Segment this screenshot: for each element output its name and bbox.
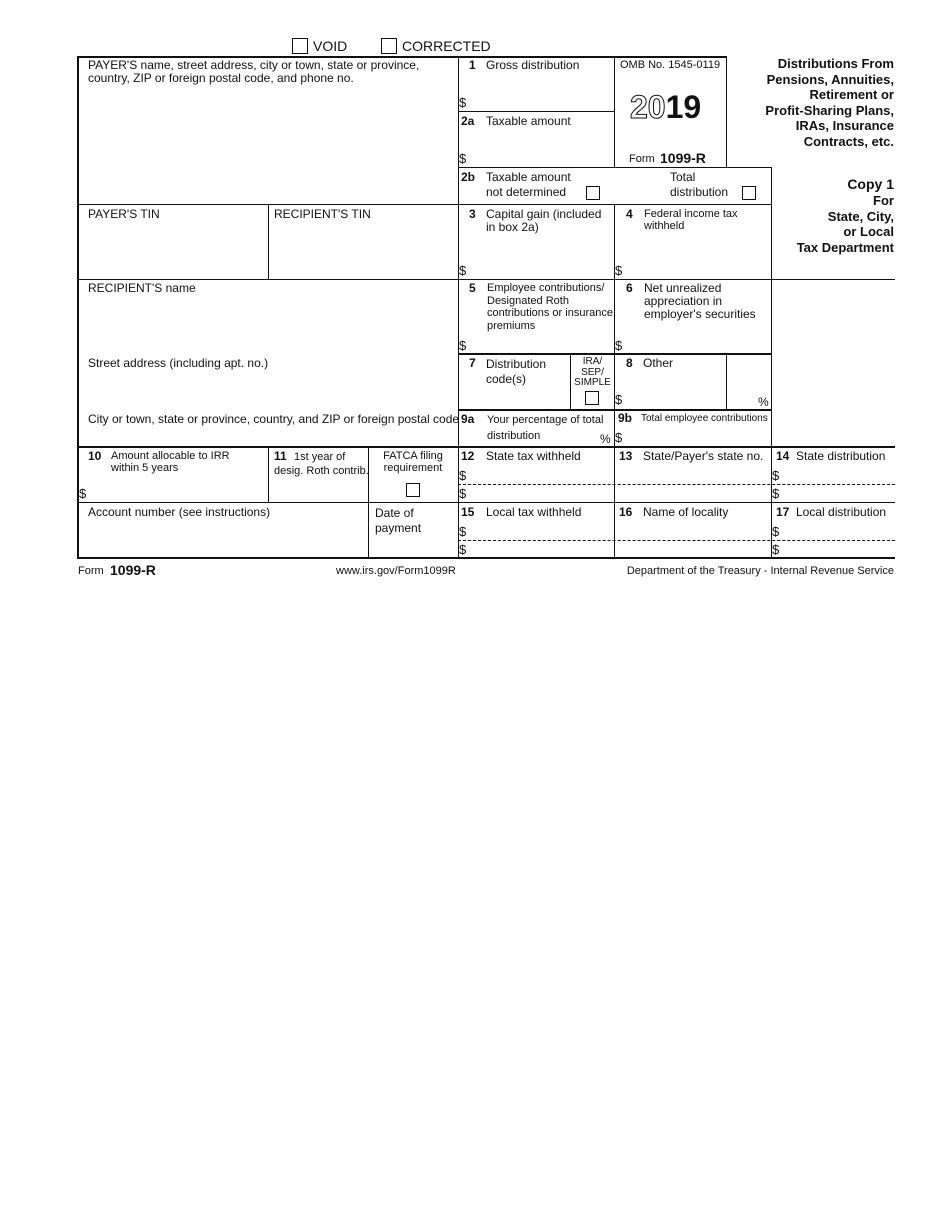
payer-name-label: PAYER'S name, street address, city or town, state or province, country, ZIP or foreign postal code, and phone no.	[88, 58, 420, 85]
federal-tax-withheld-field[interactable]	[626, 262, 766, 278]
total-distribution-label-2: distribution	[670, 185, 729, 199]
net-unrealized-appreciation-field[interactable]	[626, 337, 766, 352]
box12-dollar-1: $	[459, 468, 467, 483]
ira-sep-simple-checkbox[interactable]	[585, 391, 599, 405]
gross-distribution-field[interactable]	[470, 94, 610, 110]
tax-year-solid: 19	[665, 89, 702, 125]
payer-tin-label: PAYER'S TIN	[88, 207, 160, 221]
box2a-dollar: $	[459, 151, 467, 166]
form-title-line: Distributions From	[777, 56, 894, 71]
box17-dollar-1: $	[772, 524, 780, 539]
box15-dollar-1: $	[459, 524, 467, 539]
box3-number: 3	[469, 207, 476, 221]
date-of-payment-label: Date of payment	[375, 506, 422, 535]
form-title-line: IRAs, Insurance	[795, 118, 894, 134]
box4-label: Federal income tax withheld	[644, 208, 738, 232]
box9b-label: Total employee contributions	[641, 413, 768, 424]
form-title-line: Profit-Sharing Plans,	[765, 102, 894, 118]
box13-number: 13	[619, 449, 633, 463]
city-state-zip-label: City or town, state or province, country, and ZIP or foreign postal code	[88, 412, 460, 426]
box12-label: State tax withheld	[486, 449, 581, 463]
omb-number: OMB No. 1545-0119	[620, 59, 721, 71]
footer-form-word: Form	[78, 565, 104, 577]
locality-name-field-2[interactable]	[618, 542, 768, 556]
copy-designation	[797, 175, 894, 255]
box13-label: State/Payer's state no.	[643, 449, 764, 463]
distribution-code-field[interactable]	[470, 390, 566, 406]
copy-line: or Local	[843, 224, 894, 239]
box2b-label-1: Taxable amount	[486, 170, 571, 184]
box14-dollar-1: $	[772, 468, 780, 483]
recipient-name-field[interactable]	[88, 310, 448, 328]
box2a-label: Taxable amount	[486, 114, 571, 128]
local-tax-withheld-field-2[interactable]	[470, 542, 610, 556]
omb-form-name: 1099-R	[660, 150, 706, 166]
recipient-tin-field[interactable]	[274, 240, 454, 258]
local-distribution-field-1[interactable]	[783, 523, 893, 538]
box3-dollar: $	[459, 263, 467, 278]
box9a-label-2: distribution	[487, 430, 541, 442]
tax-year	[630, 90, 701, 124]
date-of-payment-field[interactable]	[372, 538, 454, 554]
footer-department: Department of the Treasury - Internal Revenue Service	[626, 565, 894, 577]
form-title-line: Retirement or	[809, 87, 894, 103]
payer-name-field[interactable]	[88, 100, 448, 190]
omb-form-word: Form	[629, 153, 655, 165]
locality-name-field-1[interactable]	[618, 523, 768, 538]
box6-label: Net unrealized appreciation in employer's securities	[644, 281, 756, 321]
form-title-line: Pensions, Annuities,	[766, 71, 894, 87]
local-distribution-field-2[interactable]	[783, 542, 893, 556]
other-amount-field[interactable]	[626, 391, 722, 407]
city-state-zip-field[interactable]	[88, 428, 448, 444]
state-distribution-field-1[interactable]	[783, 467, 893, 482]
box16-label: Name of locality	[643, 505, 729, 519]
box2b-label-2: not determined	[486, 185, 567, 199]
form-title	[765, 56, 894, 150]
box10-label: Amount allocable to IRR within 5 years	[111, 450, 230, 474]
state-distribution-field-2[interactable]	[783, 486, 893, 501]
state-tax-withheld-field-1[interactable]	[470, 467, 610, 482]
percentage-total-distribution-field[interactable]	[545, 428, 597, 444]
box1-number: 1	[469, 58, 476, 72]
other-percent-field[interactable]	[729, 391, 755, 407]
taxable-not-determined-checkbox[interactable]	[586, 186, 600, 200]
box14-dollar-2: $	[772, 486, 780, 501]
box15-label: Local tax withheld	[486, 505, 582, 519]
box2b-number: 2b	[461, 170, 476, 184]
copy-number: Copy 1	[847, 176, 894, 192]
box6-number: 6	[626, 281, 633, 295]
state-payer-number-field-1[interactable]	[618, 467, 768, 482]
first-year-roth-field[interactable]	[276, 484, 364, 499]
box5-number: 5	[469, 281, 476, 295]
box9b-number: 9b	[618, 411, 633, 425]
amount-allocable-irr-field[interactable]	[90, 485, 264, 500]
box12-dollar-2: $	[459, 486, 467, 501]
box5-label: Employee contributions/ Designated Roth contributions or insurance premiums	[487, 282, 613, 332]
box10-dollar: $	[79, 486, 87, 501]
box12-number: 12	[461, 449, 475, 463]
tax-year-outline: 20	[630, 89, 666, 125]
account-number-field[interactable]	[88, 530, 363, 548]
box11-number: 11	[274, 449, 287, 463]
box16-number: 16	[619, 505, 633, 519]
recipient-name-label: RECIPIENT'S name	[88, 281, 196, 295]
box8-label: Other	[643, 356, 674, 370]
corrected-label: CORRECTED	[402, 38, 491, 54]
copy-line: For	[873, 193, 894, 208]
box5-dollar: $	[459, 338, 467, 353]
copy-line: State, City,	[827, 208, 894, 224]
box9a-label-1: Your percentage of total	[487, 414, 604, 426]
footer-form-name: 1099-R	[110, 562, 156, 578]
total-distribution-label-1: Total	[670, 170, 696, 184]
box11-label-2: desig. Roth contrib.	[274, 465, 369, 477]
box9a-number: 9a	[461, 412, 475, 426]
copy-line: Tax Department	[796, 239, 894, 255]
box11-label-1: 1st year of	[294, 451, 346, 463]
box7-number: 7	[469, 356, 476, 370]
box8-dollar: $	[615, 392, 623, 407]
box4-dollar: $	[615, 263, 623, 278]
state-payer-number-field-2[interactable]	[618, 486, 768, 501]
void-checkbox[interactable]	[292, 38, 308, 54]
fatca-label: FATCA filing requirement	[383, 450, 443, 474]
box14-number: 14	[776, 449, 790, 463]
account-number-label: Account number (see instructions)	[88, 505, 271, 519]
taxable-amount-field[interactable]	[470, 150, 610, 166]
box9b-dollar: $	[615, 430, 623, 445]
box17-number: 17	[776, 505, 790, 519]
form-title-line: Contracts, etc.	[803, 133, 894, 149]
recipient-tin-label: RECIPIENT'S TIN	[274, 207, 371, 221]
box15-number: 15	[461, 505, 475, 519]
payer-tin-field[interactable]	[88, 240, 263, 258]
capital-gain-field[interactable]	[470, 262, 610, 278]
box4-number: 4	[626, 207, 633, 221]
street-address-field[interactable]	[88, 380, 448, 398]
footer-url: www.irs.gov/Form1099R	[336, 565, 456, 577]
street-address-label: Street address (including apt. no.)	[88, 356, 269, 370]
employee-contributions-field[interactable]	[470, 337, 610, 352]
box1-dollar: $	[459, 95, 467, 110]
box10-number: 10	[88, 449, 102, 463]
box9a-percent-sign: %	[600, 432, 611, 446]
fatca-checkbox[interactable]	[406, 483, 420, 497]
total-distribution-checkbox[interactable]	[742, 186, 756, 200]
box15-dollar-2: $	[459, 542, 467, 557]
box8-number: 8	[626, 356, 633, 370]
box2a-number: 2a	[461, 114, 475, 128]
box14-label: State distribution	[796, 449, 886, 463]
state-tax-withheld-field-2[interactable]	[470, 486, 610, 501]
box3-label: Capital gain (included in box 2a)	[486, 207, 602, 234]
local-tax-withheld-field-1[interactable]	[470, 523, 610, 538]
void-label: VOID	[313, 38, 348, 54]
box1-label: Gross distribution	[486, 58, 580, 72]
box7-label: Distribution code(s)	[486, 357, 547, 386]
box17-dollar-2: $	[772, 542, 780, 557]
total-employee-contributions-field[interactable]	[626, 429, 766, 444]
box8-percent-sign: %	[758, 395, 769, 409]
ira-sep-simple-label: IRA/ SEP/ SIMPLE	[574, 356, 611, 388]
box17-label: Local distribution	[796, 505, 887, 519]
corrected-checkbox[interactable]	[381, 38, 397, 54]
box6-dollar: $	[615, 338, 623, 353]
